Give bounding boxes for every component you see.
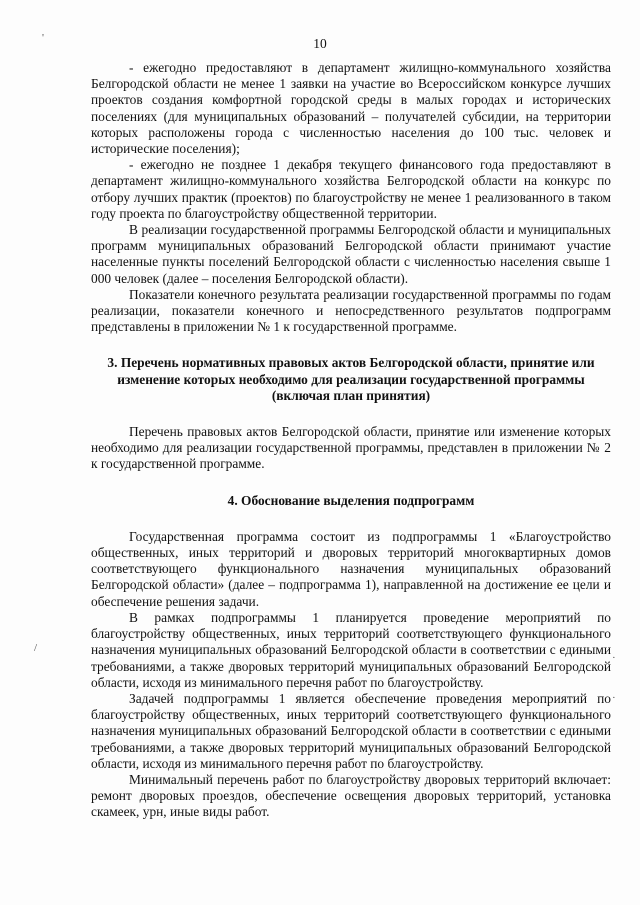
body-paragraph: Показатели конечного результата реализации государственной программы по годам реализации, показатели конечного и непосредственного результатов подпрограмм представлены в приложении № 1 к государственной программе. [91,286,611,335]
section-3-paragraph: Перечень правовых актов Белгородской области, принятие или изменение которых необходимо для реализации государственной программы, представлен в приложении № 2 к государственной программе. [91,424,611,472]
section-3-heading: 3. Перечень нормативных правовых актов Белгородской области, принятие или изменение которых необходимо для реализации государственной программы (включая план принятия) [107,355,595,403]
body-paragraph: - ежегодно предоставляют в департамент жилищно-коммунального хозяйства Белгородской области не менее 1 заявки на участие во Всероссийском конкурсе лучших проектов создания комфортной городской среды в малых городах и исторических поселениях (для муниципальных образований – получателей субсидии, на территории которых расположены города с численностью населения до 100 тыс. человек и исторические поселения); [91,60,611,157]
body-paragraph: - ежегодно не позднее 1 декабря текущего финансового года предоставляют в департамент жилищно-коммунального хозяйства Белгородской области на конкурс по отбору лучших практик (проектов) по благоустройству не менее 1 реализованного в таком году проекта по благоустройству общественной территории. [91,157,611,221]
section-4-paragraph: Государственная программа состоит из подпрограммы 1 «Благоустройство общественных, иных территорий и дворовых территорий многоквартирных домов соответствующего функционального назначения муниципальных образований Белгородской области» (далее – подпрограмма 1), направленной на достижение ее цели и обеспечение решения задачи. [91,528,611,609]
section-4-paragraph: Минимальный перечень работ по благоустройству дворовых территорий включает: ремонт дворовых проездов, обеспечение освещения дворовых территорий, установка скамеек, урн, иные виды работ. [91,771,611,820]
body-paragraph: В реализации государственной программы Белгородской области и муниципальных программ муниципальных образований Белгородской области принимают участие населенные пункты поселений Белгородской области с численностью населения свыше 1 000 человек (далее – поселения Белгородской области). [91,222,611,286]
page-number: 10 [313,36,327,51]
scan-mark: · [612,652,616,664]
scan-mark: / [34,642,38,654]
scan-mark: ' [42,32,44,44]
section-4-paragraph: Задачей подпрограммы 1 является обеспечение проведения мероприятий по благоустройству общественных, иных территорий соответствующего функционального назначения муниципальных образований Белгородской области в соответствии с едиными требованиями, а также дворовых территорий муниципальных образований Белгородской области, исходя из минимального перечня работ по благоустройству. [91,690,611,771]
scan-mark: · [612,692,616,704]
document-body [91,60,611,821]
section-4-paragraph: В рамках подпрограммы 1 планируется проведение мероприятий по благоустройству общественных, иных территорий соответствующего функционального назначения муниципальных образований Белгородской области в соответствии с едиными требованиями, а также дворовых территорий муниципальных образований Белгородской области, исходя из минимального перечня работ по благоустройству. [91,609,611,690]
section-4-heading: 4. Обоснование выделения подпрограмм [227,492,475,508]
